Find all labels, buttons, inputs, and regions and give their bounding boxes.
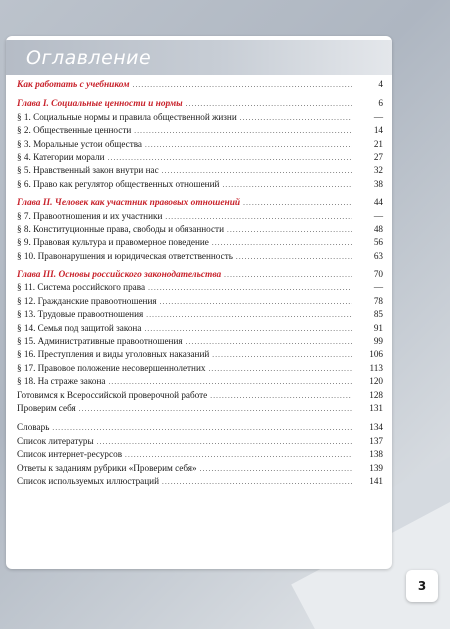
toc-entry-page: 120	[369, 376, 383, 387]
toc-entry-row	[17, 475, 383, 488]
toc-leader-dots	[212, 237, 352, 250]
toc-leader-dots	[236, 251, 352, 264]
toc-entry-label: Список литературы	[17, 435, 94, 446]
toc-leader-dots	[146, 309, 352, 322]
toc-entry-page: 106	[369, 349, 383, 360]
toc-leader-dots	[97, 436, 352, 449]
toc-entry-label: Ответы к заданиям рубрики «Проверим себя»	[17, 462, 197, 473]
toc-leader-dots	[125, 449, 352, 462]
toc-entry-label: § 10. Правонарушения и юридическая ответственность	[17, 250, 233, 261]
toc-entry-label: Список интернет-ресурсов	[17, 449, 123, 460]
toc-entry-page: 78	[373, 295, 383, 306]
toc-leader-dots	[186, 98, 352, 111]
toc-entry-page: 6	[378, 98, 383, 109]
toc-leader-dots	[160, 296, 352, 309]
toc-entry-label: Словарь	[17, 422, 50, 433]
page-title: Оглавление	[26, 47, 152, 69]
toc-entry-row	[17, 375, 383, 388]
toc-entry-label: Список используемых иллюстраций	[17, 475, 159, 486]
table-of-contents	[17, 78, 383, 488]
toc-entry-label: § 14. Семья под защитой закона	[17, 322, 142, 333]
toc-entry-label: Глава I. Социальные ценности и нормы	[17, 99, 183, 110]
toc-leader-dots	[108, 152, 352, 165]
contents-panel	[6, 36, 392, 569]
toc-entry-row	[17, 421, 383, 434]
toc-leader-dots	[208, 363, 352, 376]
toc-chapter-row	[17, 97, 383, 110]
toc-entry-label: § 12. Гражданские правоотношения	[17, 295, 157, 306]
toc-entry-row	[17, 111, 383, 124]
toc-entry-row	[17, 448, 383, 461]
toc-entry-page: 139	[369, 462, 383, 473]
toc-entry-page: 85	[373, 309, 383, 320]
toc-entry-label: § 15. Административные правоотношения	[17, 336, 183, 347]
toc-entry-page: —	[373, 282, 383, 293]
toc-entry-label: § 8. Конституционные права, свободы и обязанности	[17, 223, 224, 234]
toc-entry-page: 113	[369, 362, 383, 373]
toc-entry-row	[17, 308, 383, 321]
toc-entry-row	[17, 348, 383, 361]
toc-entry-label: § 17. Правовое положение несовершеннолетних	[17, 362, 206, 373]
toc-entry-row	[17, 435, 383, 448]
toc-entry-label: § 3. Моральные устои общества	[17, 138, 143, 149]
toc-entry-page: 44	[373, 197, 383, 208]
toc-entry-page: 56	[373, 237, 383, 248]
toc-entry-label: § 11. Система российского права	[17, 282, 146, 293]
toc-entry-page: 91	[373, 322, 383, 333]
toc-entry-page: 138	[369, 449, 383, 460]
toc-entry-label: Проверим себя	[17, 402, 76, 413]
toc-entry-page: 4	[378, 79, 383, 89]
toc-entry-row	[17, 124, 383, 137]
toc-entry-row	[17, 250, 383, 263]
toc-entry-page: —	[373, 111, 383, 122]
toc-entry-row	[17, 178, 383, 191]
toc-leader-dots	[186, 336, 352, 349]
toc-entry-row	[17, 164, 383, 177]
toc-entry-page: 48	[373, 223, 383, 234]
toc-entry-page: 63	[373, 250, 383, 261]
toc-entry-page: 14	[373, 125, 383, 136]
toc-chapter-row	[17, 268, 383, 281]
toc-entry-page: 131	[369, 402, 383, 413]
toc-leader-dots	[222, 179, 352, 192]
toc-leader-dots	[52, 422, 352, 435]
toc-leader-dots	[227, 224, 352, 237]
toc-entry-label: § 9. Правовая культура и правомерное поведение	[17, 237, 209, 248]
toc-chapter-row	[17, 196, 383, 209]
toc-leader-dots	[133, 79, 352, 92]
toc-entry-page: —	[373, 210, 383, 221]
toc-entry-page: 32	[373, 165, 383, 176]
toc-entry-row	[17, 210, 383, 223]
toc-entry-label: § 16. Преступления и виды уголовных наказаний	[17, 349, 210, 360]
toc-entry-row	[17, 151, 383, 164]
toc-entry-row	[17, 295, 383, 308]
toc-entry-row	[17, 281, 383, 294]
toc-entry-label: § 4. Категории морали	[17, 151, 105, 162]
toc-entry-row	[17, 402, 383, 415]
toc-leader-dots	[240, 112, 352, 125]
toc-entry-label: § 5. Нравственный закон внутри нас	[17, 165, 159, 176]
toc-entry-row	[17, 322, 383, 335]
toc-entry-page: 38	[373, 178, 383, 189]
toc-entry-page: 99	[373, 336, 383, 347]
toc-entry-label: Готовимся к Всероссийской проверочной работе	[17, 389, 208, 400]
toc-entry-label: § 1. Социальные нормы и правила общественной жизни	[17, 111, 237, 122]
toc-entry-label: § 13. Трудовые правоотношения	[17, 309, 144, 320]
toc-leader-dots	[79, 403, 352, 416]
toc-entry-page: 141	[369, 475, 383, 486]
toc-entry-row	[17, 389, 383, 402]
toc-leader-dots	[165, 211, 352, 224]
toc-entry-page: 137	[369, 435, 383, 446]
toc-entry-row	[17, 462, 383, 475]
toc-leader-dots	[162, 476, 352, 489]
toc-leader-dots	[224, 269, 352, 282]
toc-entry-page: 70	[373, 269, 383, 280]
toc-entry-label: Глава III. Основы российского законодательства	[17, 270, 222, 281]
toc-entry-page: 27	[373, 151, 383, 162]
page-number: 3	[406, 570, 438, 602]
toc-entry-page: 21	[373, 138, 383, 149]
toc-entry-row	[17, 138, 383, 151]
toc-leader-dots	[210, 390, 352, 403]
toc-leader-dots	[162, 165, 352, 178]
toc-entry-row	[17, 335, 383, 348]
toc-entry-label: § 2. Общественные ценности	[17, 125, 132, 136]
toc-entry-page: 134	[369, 422, 383, 433]
toc-entry-label: § 7. Правоотношения и их участники	[17, 210, 163, 221]
toc-entry-label: Глава II. Человек как участник правовых отношений	[17, 198, 241, 209]
toc-leader-dots	[144, 323, 352, 336]
toc-chapter-row	[17, 78, 383, 91]
toc-entry-row	[17, 223, 383, 236]
toc-leader-dots	[200, 463, 352, 476]
toc-leader-dots	[145, 139, 352, 152]
title-bar	[6, 40, 392, 75]
toc-entry-row	[17, 362, 383, 375]
toc-leader-dots	[108, 376, 352, 389]
toc-leader-dots	[134, 125, 352, 138]
toc-entry-page: 128	[369, 389, 383, 400]
toc-entry-label: § 6. Право как регулятор общественных отношений	[17, 178, 220, 189]
toc-leader-dots	[243, 197, 352, 210]
toc-entry-label: Как работать с учебником	[17, 80, 130, 90]
toc-leader-dots	[212, 349, 352, 362]
toc-entry-row	[17, 236, 383, 249]
toc-entry-label: § 18. На страже закона	[17, 376, 106, 387]
toc-leader-dots	[148, 282, 352, 295]
